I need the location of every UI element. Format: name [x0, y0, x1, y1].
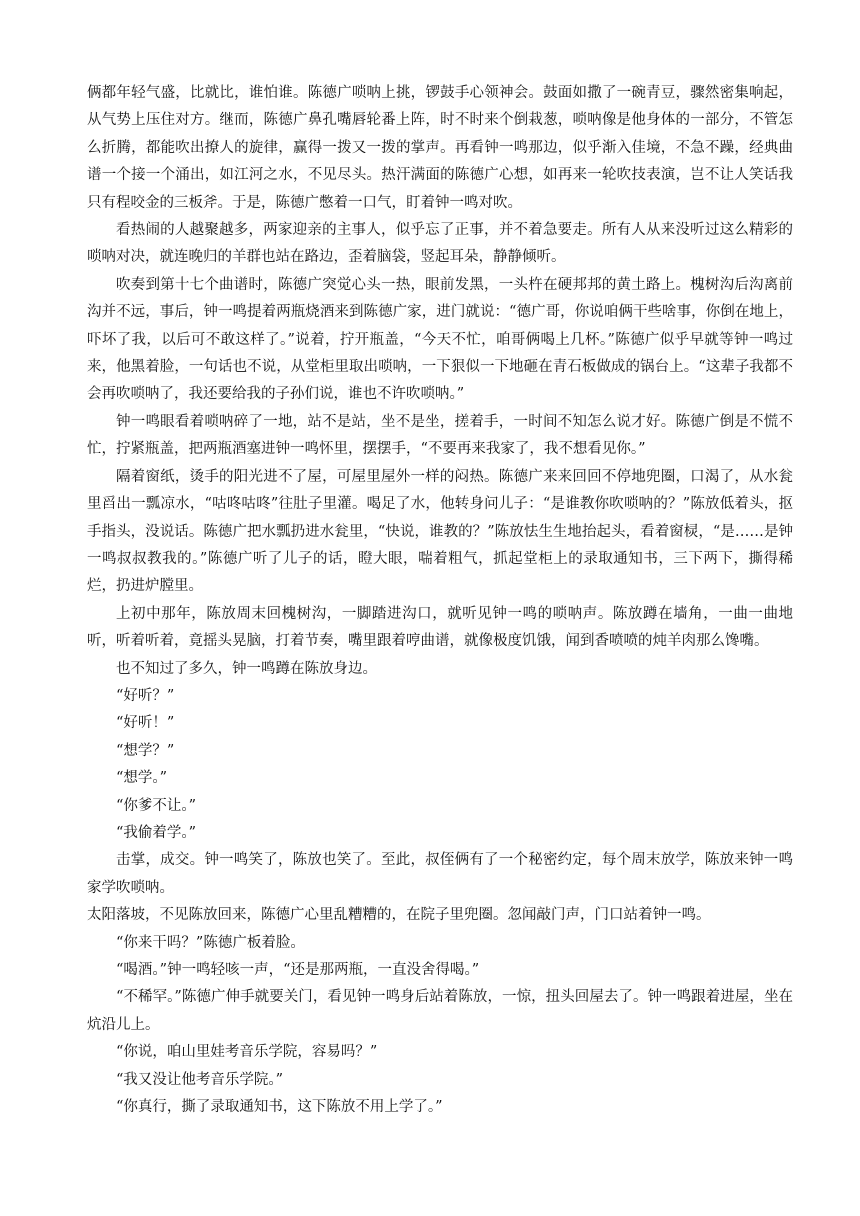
paragraph-4: 钟一鸣眼看着唢呐碎了一地，站不是站，坐不是坐，搓着手，一时间不知怎么说才好。陈德广倒是不慌不忙，拧紧瓶盖，把两瓶酒塞进钟一鸣怀里，摆摆手，“不要再来我家了，我不想看见你。”	[87, 413, 793, 458]
document-body	[87, 80, 793, 1121]
paragraph-5: 隔着窗纸，烫手的阳光进不了屋，可屋里屋外一样的闷热。陈德广来来回回不停地兜圈，口渴了，从水瓮里舀出一瓢凉水，“咕咚咕咚”往肚子里灌。喝足了水，他转身问儿子：“是谁教你吹唢呐的？”陈放低着头，抠手指头，没说话。陈德广把水瓢扔进水瓮里，“快说，谁教的？”陈放怯生生地抬起头，看着窗棂，“是……是钟一鸣叔叔教我的。”陈德广听了儿子的话，瞪大眼，喘着粗气，抓起堂柜上的录取通知书，三下两下，撕得稀烂，扔进炉膛里。	[87, 468, 793, 595]
dialogue-line: “你真行，撕了录取通知书，这下陈放不用上学了。”	[116, 1099, 443, 1116]
dialogue-line: “好听！”	[116, 715, 175, 732]
dialogue-line: “想学？”	[116, 742, 175, 759]
dialogue-line: “我偷着学。”	[116, 824, 197, 841]
paragraph-6: 上初中那年，陈放周末回槐树沟，一脚踏进沟口，就听见钟一鸣的唢呐声。陈放蹲在墙角，一曲一曲地听，听着听着，竟摇头晃脑，打着节奏，嘴里跟着哼曲谱，就像极度饥饿，闻到香喷喷的炖羊肉那么馋嘴。	[87, 605, 793, 650]
dialogue-line: “想学。”	[116, 770, 168, 787]
paragraph-7: 也不知过了多久，钟一鸣蹲在陈放身边。	[116, 660, 377, 677]
dialogue-line: “好听？”	[116, 687, 175, 704]
dialogue-line: “不稀罕。”陈德广伸手就要关门，看见钟一鸣身后站着陈放，一惊，扭头回屋去了。钟一鸣跟着进屋，坐在炕沿儿上。	[87, 989, 793, 1033]
dialogue-line: “我又没让他考音乐学院。”	[116, 1071, 284, 1088]
dialogue-line: “你爹不让。”	[116, 797, 197, 814]
paragraph-3: 吹奏到第十七个曲谱时，陈德广突觉心头一热，眼前发黑，一头杵在硬邦邦的黄土路上。槐树沟后沟离前沟并不远，事后，钟一鸣提着两瓶烧酒来到陈德广家，进门就说：“德广哥，你说咱俩干些啥事，你倒在地上，吓坏了我，以后可不敢这样了。”说着，拧开瓶盖，“今天不忙，咱哥俩喝上几杯。”陈德广似乎早就等钟一鸣过来，他黑着脸，一句话也不说，从堂柜里取出唢呐，一下狠似一下地砸在青石板做成的锅台上。“这辈子我都不会再吹唢呐了，我还要给我的子孙们说，谁也不许吹唢呐。”	[87, 276, 793, 403]
paragraph-14: 击掌，成交。钟一鸣笑了，陈放也笑了。至此，叔侄俩有了一个秘密约定，每个周末放学，陈放来钟一鸣家学吹唢呐。	[87, 852, 793, 896]
dialogue-line: “喝酒。”钟一鸣轻咳一声，“还是那两瓶，一直没舍得喝。”	[116, 962, 480, 978]
paragraph-2: 看热闹的人越聚越多，两家迎亲的主事人，似乎忘了正事，并不着急要走。所有人从来没听过这么精彩的唢呐对决，就连晚归的羊群也站在路边，歪着脑袋，竖起耳朵，静静倾听。	[87, 222, 793, 266]
paragraph-1: 俩都年轻气盛，比就比，谁怕谁。陈德广唢呐上挑，锣鼓手心领神会。鼓面如撒了一碗青豆，骤然密集响起，从气势上压住对方。继而，陈德广鼻孔嘴唇轮番上阵，时不时来个倒栽葱，唢呐像是他身体的一部分，不管怎么折腾，都能吹出撩人的旋律，赢得一拨又一拨的掌声。再看钟一鸣那边，似乎渐入佳境，不急不躁，经典曲谱一个接一个涌出，如江河之水，不见尽头。热汗满面的陈德广心想，如再来一轮吹技表演，岂不让人笑话我只有程咬金的三板斧。于是，陈德广憋着一口气，盯着钟一鸣对吹。	[87, 85, 793, 211]
dialogue-line: “你说，咱山里娃考音乐学院，容易吗？”	[116, 1044, 378, 1061]
paragraph-15: 太阳落坡，不见陈放回来，陈德广心里乱糟糟的，在院子里兜圈。忽闻敲门声，门口站着钟一鸣。	[87, 907, 711, 924]
dialogue-line: “你来干吗？”陈德广板着脸。	[116, 934, 305, 951]
